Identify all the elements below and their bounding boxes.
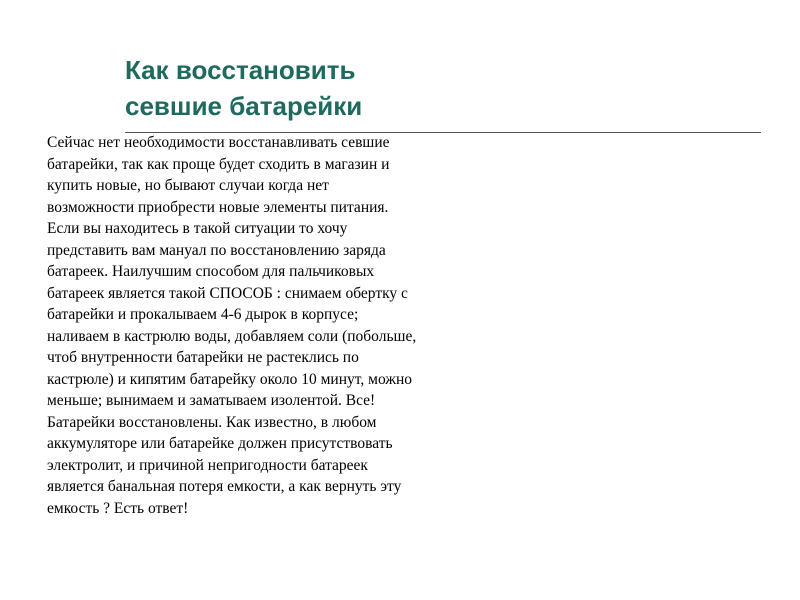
body-line: Батарейки восстановлены. Как известно, в любом <box>47 413 377 431</box>
body-line: возможности приобрести новые элементы питания. <box>47 198 389 216</box>
slide-title <box>125 52 362 124</box>
body-line: батарейки, так как проще будет сходить в магазин и <box>47 155 390 173</box>
slide-title-line: севшие батарейки <box>125 91 363 121</box>
body-line: Сейчас нет необходимости восстанавливать севшие <box>47 134 390 151</box>
body-line: меньше; вынимаем и заматываем изолентой. Все! <box>47 392 376 409</box>
body-line: наливаем в кастрюлю воды, добавляем соли (побольше, <box>47 327 417 345</box>
body-line: купить новые, но бывают случаи когда нет <box>47 177 329 194</box>
body-line: емкость ? Есть ответ! <box>47 499 189 517</box>
body-line: является банальная потеря емкости, а как вернуть эту <box>47 478 402 495</box>
slide-title-line: Как восстановить <box>125 55 356 85</box>
body-line: батареек. Наилучшим способом для пальчиковых <box>47 263 375 280</box>
slide-body-text <box>47 132 416 519</box>
body-line: Если вы находитесь в такой ситуации то хочу <box>47 220 348 237</box>
body-line: электролит, и причиной непригодности батареек <box>47 456 368 474</box>
body-line: батареек является такой СПОСОБ : снимаем обертку с <box>47 284 408 302</box>
body-line: чтоб внутренности батарейки не растеклись по <box>47 349 359 366</box>
body-line: представить вам мануал по восстановлению заряда <box>47 241 386 259</box>
body-line: батарейки и прокалываем 4-6 дырок в корпусе; <box>47 306 359 323</box>
body-line: аккумуляторе или батарейке должен присутствовать <box>47 435 393 452</box>
body-line: кастрюле) и кипятим батарейку около 10 минут, можно <box>47 370 413 388</box>
